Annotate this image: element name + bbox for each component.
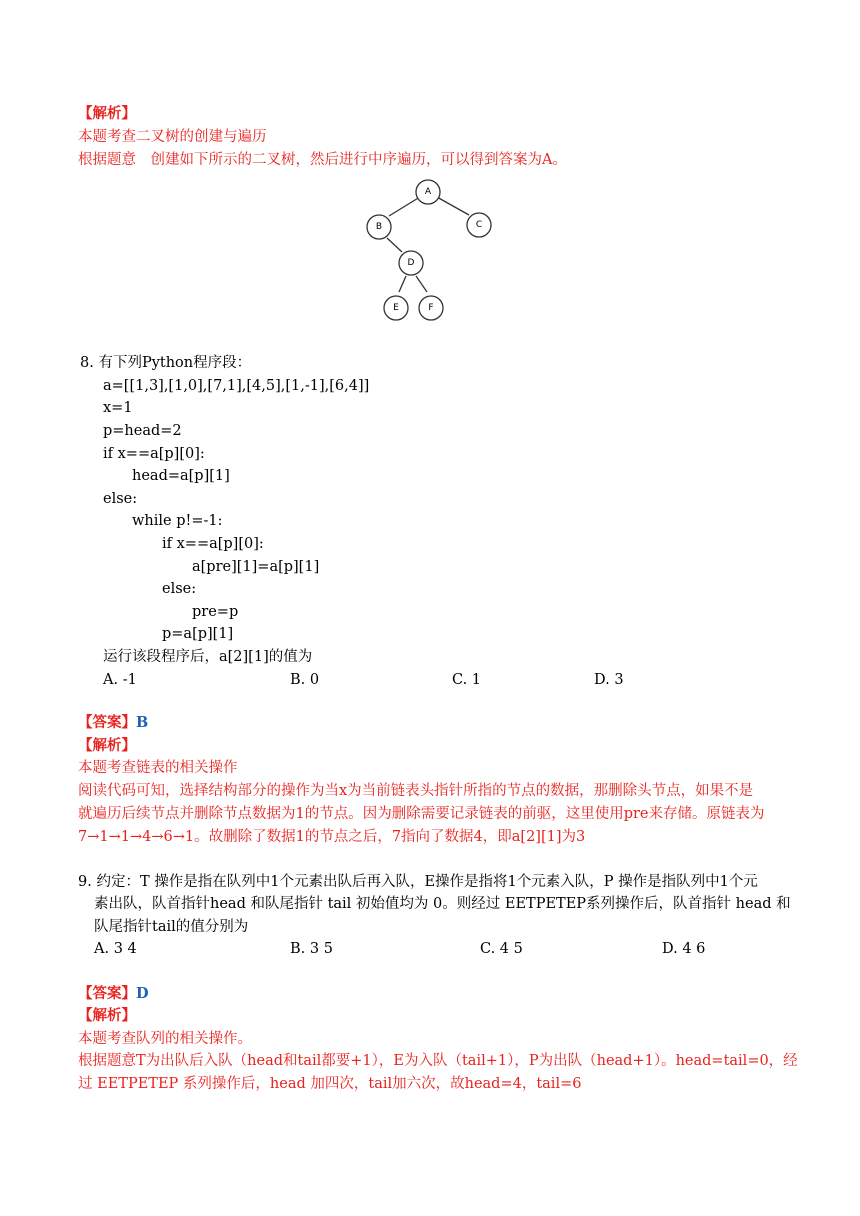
analysis-line: 过 EETPETEP 系列操作后，head 加四次，tail加六次，故head=4，tail=6 [78, 1076, 582, 1092]
code-line: if x==a[p][0]: [162, 536, 264, 552]
question-8-stem: 8. 有下列Python程序段： [80, 355, 252, 371]
tree-node-f [419, 296, 443, 320]
tree-node-b [367, 215, 391, 239]
option-b: B. 0 [290, 672, 320, 688]
svg-text:E: E [393, 303, 399, 313]
code-line: pre=p [192, 604, 239, 620]
code-line: while p!=-1: [132, 513, 223, 529]
option-c: C. 4 5 [480, 941, 523, 957]
analysis-line: 本题考查队列的相关操作。 [78, 1031, 252, 1047]
code-line: else: [103, 491, 138, 507]
question-9-stem: 9. 约定：T 操作是指在队列中1个元素出队后再入队，E操作是指将1个元素入队，P 操作是指队列中1个元 [78, 874, 758, 890]
question-9-stem: 素出队，队首指针head 和队尾指针 tail 初始值均为 0。则经过 EETPETEP系列操作后，队首指针 head 和 [94, 896, 791, 912]
code-line: x=1 [103, 400, 133, 416]
option-d: D. 4 6 [662, 941, 706, 957]
answer-value: D [136, 985, 149, 1002]
code-line: head=a[p][1] [132, 468, 230, 484]
answer-value: B [136, 714, 149, 731]
svg-text:C: C [475, 220, 483, 230]
code-line: if x==a[p][0]: [103, 446, 205, 462]
tree-node-e [384, 296, 408, 320]
option-a: A. 3 4 [94, 941, 137, 957]
svg-text:B: B [375, 222, 383, 232]
analysis-line: 本题考查二叉树的创建与遍历 [78, 129, 267, 145]
question-9-stem: 队尾指针tail的值分别为 [94, 919, 249, 935]
analysis-line: 就遍历后续节点并删除节点数据为1的节点。因为删除需要记录链表的前驱，这里使用pre来存储。原链表为 [78, 806, 765, 822]
analysis-heading: 【解析】 [78, 1007, 136, 1024]
question-8-ask: 运行该段程序后，a[2][1]的值为 [103, 649, 313, 665]
answer-line [78, 984, 149, 1004]
answer-line [78, 713, 148, 733]
tree-node-d [399, 251, 423, 275]
code-line: a[pre][1]=a[p][1] [192, 559, 320, 575]
option-b: B. 3 5 [290, 941, 333, 957]
analysis-heading: 【解析】 [78, 105, 136, 122]
analysis-line: 阅读代码可知，选择结构部分的操作为当x为当前链表头指针所指的节点的数据，那删除头节点，如果不是 [78, 783, 754, 799]
option-d: D. 3 [594, 672, 624, 688]
option-a: A. -1 [103, 672, 137, 688]
svg-text:D: D [407, 258, 415, 268]
svg-text:A: A [424, 187, 432, 197]
binary-tree-nodes [360, 173, 490, 325]
analysis-line: 7→1→1→4→6→1。故删除了数据1的节点之后，7指向了数据4，即a[2][1]为3 [78, 829, 586, 845]
answer-label: 【答案】 [78, 714, 136, 731]
analysis-line: 根据题意 创建如下所示的二叉树，然后进行中序遍历，可以得到答案为A。 [78, 152, 567, 168]
tree-node-c [467, 213, 491, 237]
tree-node-a [416, 180, 440, 204]
svg-text:F: F [428, 303, 434, 313]
analysis-line: 根据题意T为出队后入队（head和tail都要+1），E为入队（tail+1），P为出队（head+1）。head=tail=0，经 [78, 1053, 798, 1069]
code-line: else: [162, 581, 197, 597]
analysis-line: 本题考查链表的相关操作 [78, 760, 238, 776]
code-line: p=head=2 [103, 423, 182, 439]
option-c: C. 1 [452, 672, 482, 688]
analysis-heading: 【解析】 [78, 737, 136, 754]
code-line: a=[[1,3],[1,0],[7,1],[4,5],[1,-1],[6,4]] [103, 378, 370, 394]
code-line: p=a[p][1] [162, 626, 234, 642]
answer-label: 【答案】 [78, 985, 136, 1002]
